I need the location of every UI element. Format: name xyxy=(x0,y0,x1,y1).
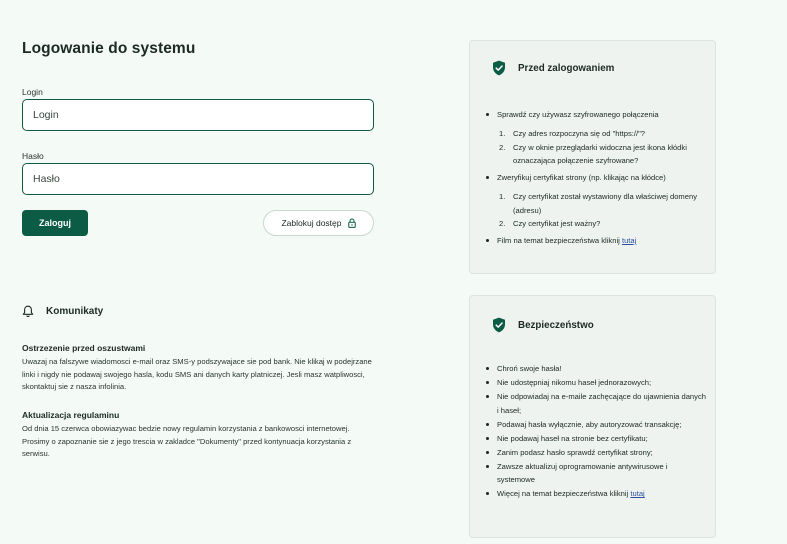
verify-cert-text: Zweryfikuj certyfikat strony (np. klikając na kłódce) xyxy=(497,173,666,183)
login-label: Login xyxy=(22,87,43,97)
page-title: Logowanie do systemu xyxy=(22,40,196,57)
step-text: Czy certyfikat został wystawiony dla właściwej domeny (adresu) xyxy=(513,192,698,215)
list-item: Zawsze aktualizuj oprogramowanie antywirusowe i systemowe xyxy=(484,460,707,487)
list-item: Zanim podasz hasło sprawdź certyfikat strony; xyxy=(484,446,707,460)
list-item: Chroń swoje hasła! xyxy=(484,362,707,376)
list-item xyxy=(484,108,707,167)
list-item: Nie udostępniaj nikomu haseł jednorazowych; xyxy=(484,376,707,390)
list-item xyxy=(484,234,707,247)
more-text: Więcej na temat bezpieczeństwa kliknij xyxy=(497,489,629,499)
list-item: Podawaj hasła wyłącznie, aby autoryzować transakcję; xyxy=(484,418,707,432)
message-text: Od dnia 15 czerwca obowiazywac bedzie nowy regulamin korzystania z bankowosci internetowej. Prosimy o zapoznanie sie z jego trescia w zakladce "Dokumenty" przed kontynuacja korzystania z serwisu. xyxy=(22,424,352,459)
message-title: Ostrzezenie przed oszustwami xyxy=(22,343,146,353)
step-text: Czy certyfikat jest ważny? xyxy=(513,218,601,228)
film-link[interactable]: tutaj xyxy=(621,236,637,246)
login-form xyxy=(22,40,374,228)
block-access-label: Zablokuj dostęp xyxy=(281,218,342,228)
list-item: 1. Czy adres rozpoczyna się od "https://"? xyxy=(499,127,707,140)
security-card xyxy=(469,295,716,538)
messages-title: Komunikaty xyxy=(46,306,104,317)
list-item: 2. Czy w oknie przeglądarki widoczna jest ikona kłódki oznaczająca połączenie szyfrowane? xyxy=(499,141,707,167)
block-access-button[interactable] xyxy=(263,210,374,236)
step-text: Czy w oknie przeglądarki widoczna jest ikona kłódki oznaczająca połączenie szyfrowane? xyxy=(513,142,687,165)
shield-check-icon xyxy=(492,317,506,333)
message-item xyxy=(22,343,374,394)
shield-check-icon xyxy=(492,60,506,76)
password-label: Hasło xyxy=(22,151,44,161)
bell-icon xyxy=(22,305,34,318)
security-title: Bezpieczeństwo xyxy=(518,319,594,331)
messages-section xyxy=(22,305,374,459)
film-text: Film na temat bezpieczeństwa kliknij xyxy=(497,236,620,246)
list-item: Nie odpowiadaj na e-maile zachęcające do ujawnienia danych i haseł; xyxy=(484,390,707,417)
list-item: 2. Czy certyfikat jest ważny? xyxy=(499,217,707,230)
list-item: Nie podawaj haseł na stronie bez certyfikatu; xyxy=(484,432,707,446)
login-input[interactable] xyxy=(22,99,374,131)
list-item xyxy=(484,171,707,230)
password-input[interactable] xyxy=(22,163,374,195)
before-login-title: Przed zalogowaniem xyxy=(518,62,615,74)
check-connection-text: Sprawdź czy używasz szyfrowanego połączenia xyxy=(497,110,659,119)
message-title: Aktualizacja regulaminu xyxy=(22,410,120,420)
message-item xyxy=(22,410,374,461)
before-login-card xyxy=(469,40,716,274)
lock-icon xyxy=(348,218,356,228)
more-link[interactable]: tutaj xyxy=(630,489,645,499)
list-item: 1. Czy certyfikat został wystawiony dla właściwej domeny (adresu) xyxy=(499,190,707,216)
list-item xyxy=(484,487,707,501)
login-button[interactable]: Zaloguj xyxy=(22,210,88,236)
step-text: Czy adres rozpoczyna się od "https://"? xyxy=(513,129,646,139)
message-text: Uwazaj na falszywe wiadomosci e-mail oraz SMS-y podszywajace sie pod bank. Nie klikaj w podejrzane linki i nigdy nie podawaj swojego hasla, kodu SMS ani danych karty platniczej. Jesli masz watpliwosci, skontaktuj sie z nasza infolinia. xyxy=(22,357,372,392)
